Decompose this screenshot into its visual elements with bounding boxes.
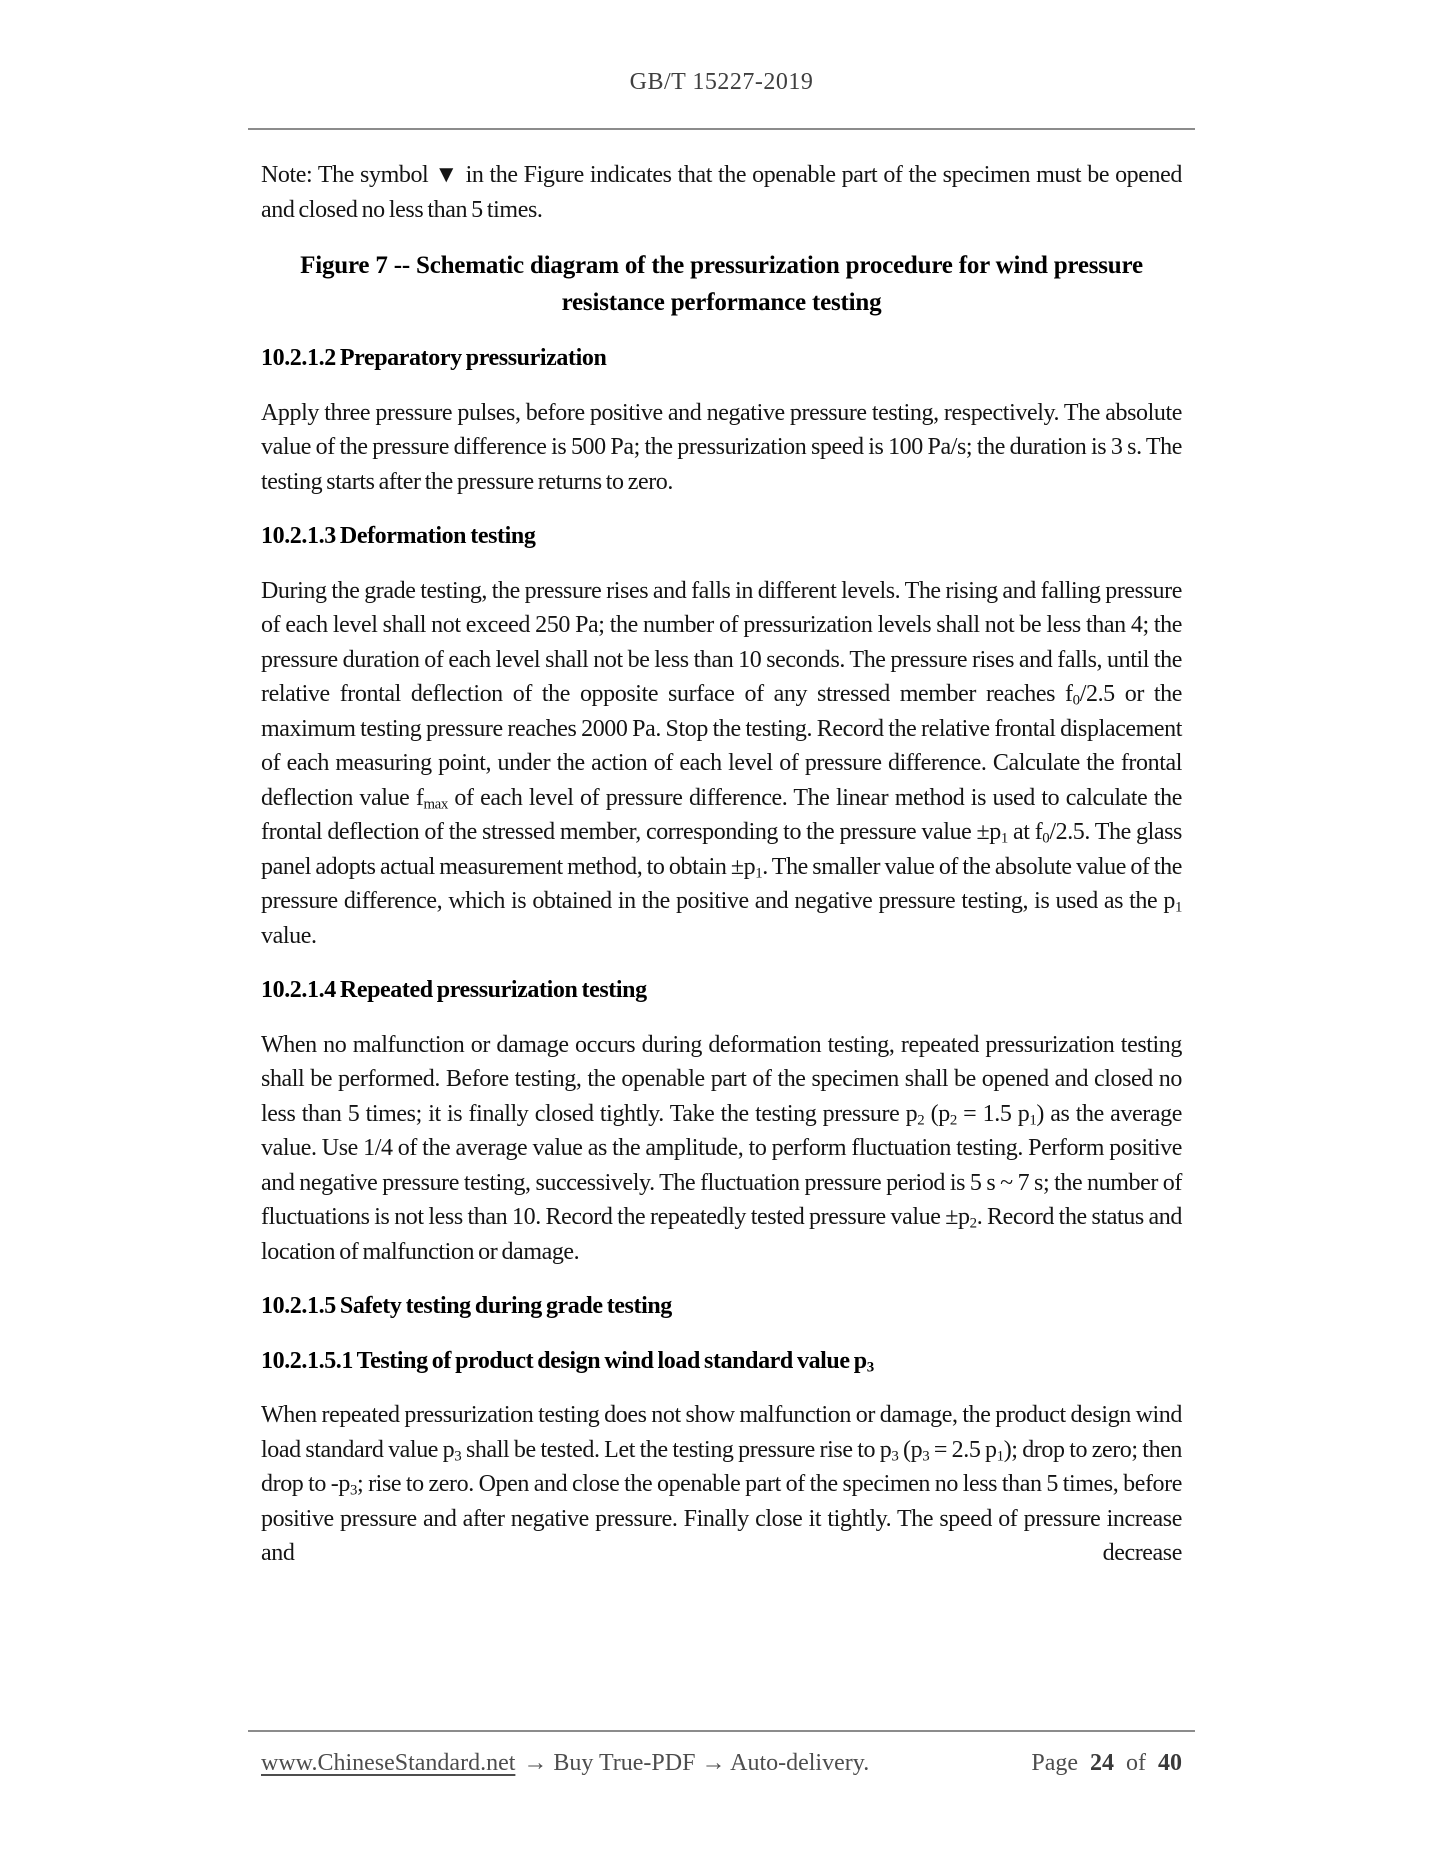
document-body <box>248 158 1195 1571</box>
total-pages: 40 <box>1158 1750 1182 1776</box>
heading-10-2-1-4: 10.2.1.4 Repeated pressurization testing <box>261 977 647 1003</box>
page-number: 24 <box>1090 1750 1114 1776</box>
page-word: Page <box>1031 1750 1078 1776</box>
of-word: of <box>1126 1750 1146 1776</box>
footer-tagline <box>261 1747 869 1779</box>
body-10-2-1-3: During the grade testing, the pressure rises and falls in different levels. The rising and falling pressure of each level shall not exceed 250 Pa; the number of pressurization levels shall not be less than 4; the pressure duration of each level shall not be less than 10 seconds. The pressure rises and falls, until the relative frontal deflection of the opposite surface of any stressed member reaches $f_0/2.5$ or the maximum testing pressure reaches 2000 Pa. Stop the testing. Record the relative frontal displacement of each measuring point, under the action of each level of pressure difference. Calculate the frontal deflection value $f_{max}$ of each level of pressure difference. The linear method is used to calculate the frontal deflection of the stressed member, corresponding to the pressure value $\pm p_1$ at $f_0/2.5$. The glass panel adopts actual measurement method, to obtain $\pm p_1$. The smaller value of the absolute value of the pressure difference, which is obtained in the positive and negative pressure testing, is used as the $p_1$ value. <box>261 577 1183 949</box>
page-indicator <box>1031 1747 1182 1779</box>
heading-10-2-1-5-1: 10.2.1.5.1 Testing of product design wind load standard value $p_3$ <box>261 1347 874 1376</box>
heading-10-2-1-5: 10.2.1.5 Safety testing during grade testing <box>261 1293 672 1319</box>
page-footer <box>248 1716 1195 1866</box>
doc-number: GB/T 15227-2019 <box>629 69 814 95</box>
figure-caption: Figure 7 -- Schematic diagram of the pressurization procedure for wind pressure resistance performance testing <box>300 252 1143 316</box>
body-10-2-1-4: When no malfunction or damage occurs during deformation testing, repeated pressurization testing shall be performed. Before testing, the openable part of the specimen shall be opened and closed no less than 5 times; it is finally closed tightly. Take the testing pressure $p_2$ ($p_2 = 1.5$ $p_1$) as the average value. Use 1/4 of the average value as the amplitude, to perform fluctuation testing. Perform positive and negative pressure testing, successively. The fluctuation pressure period is 5 s ~ 7 s; the number of fluctuations is not less than 10. Record the repeatedly tested pressure value $\pm p_2$. Record the status and location of malfunction or damage. <box>261 1031 1182 1265</box>
body-10-2-1-5-1: When repeated pressurization testing does not show malfunction or damage, the product design wind load standard value $p_3$ shall be tested. Let the testing pressure rise to $p_3$ ($p_3 = 2.5$ $p_1$); drop to zero; then drop to $-p_3$; rise to zero. Open and close the openable part of the specimen no less than 5 times, before positive pressure and after negative pressure. Finally close it tightly. The speed of pressure increase and decrease <box>261 1402 1183 1566</box>
figure-note: Note: The symbol ▼ in the Figure indicates that the openable part of the specimen must be opened and closed no less than 5 times. <box>261 162 1182 223</box>
body-10-2-1-2: Apply three pressure pulses, before positive and negative pressure testing, respectively. The absolute value of the pressure difference is 500 Pa; the pressurization speed is 100 Pa/s; the duration is 3 s. The testing starts after the pressure returns to zero. <box>261 399 1182 495</box>
footer-site-link[interactable]: www.ChineseStandard.net <box>261 1750 516 1776</box>
heading-10-2-1-2: 10.2.1.2 Preparatory pressurization <box>261 345 607 371</box>
header-divider <box>248 128 1195 130</box>
heading-10-2-1-3: 10.2.1.3 Deformation testing <box>261 523 536 549</box>
footer-divider <box>248 1730 1195 1732</box>
document-page <box>248 0 1195 1571</box>
footer-tagline-text: → Buy True-PDF → Auto-delivery. <box>523 1750 870 1776</box>
